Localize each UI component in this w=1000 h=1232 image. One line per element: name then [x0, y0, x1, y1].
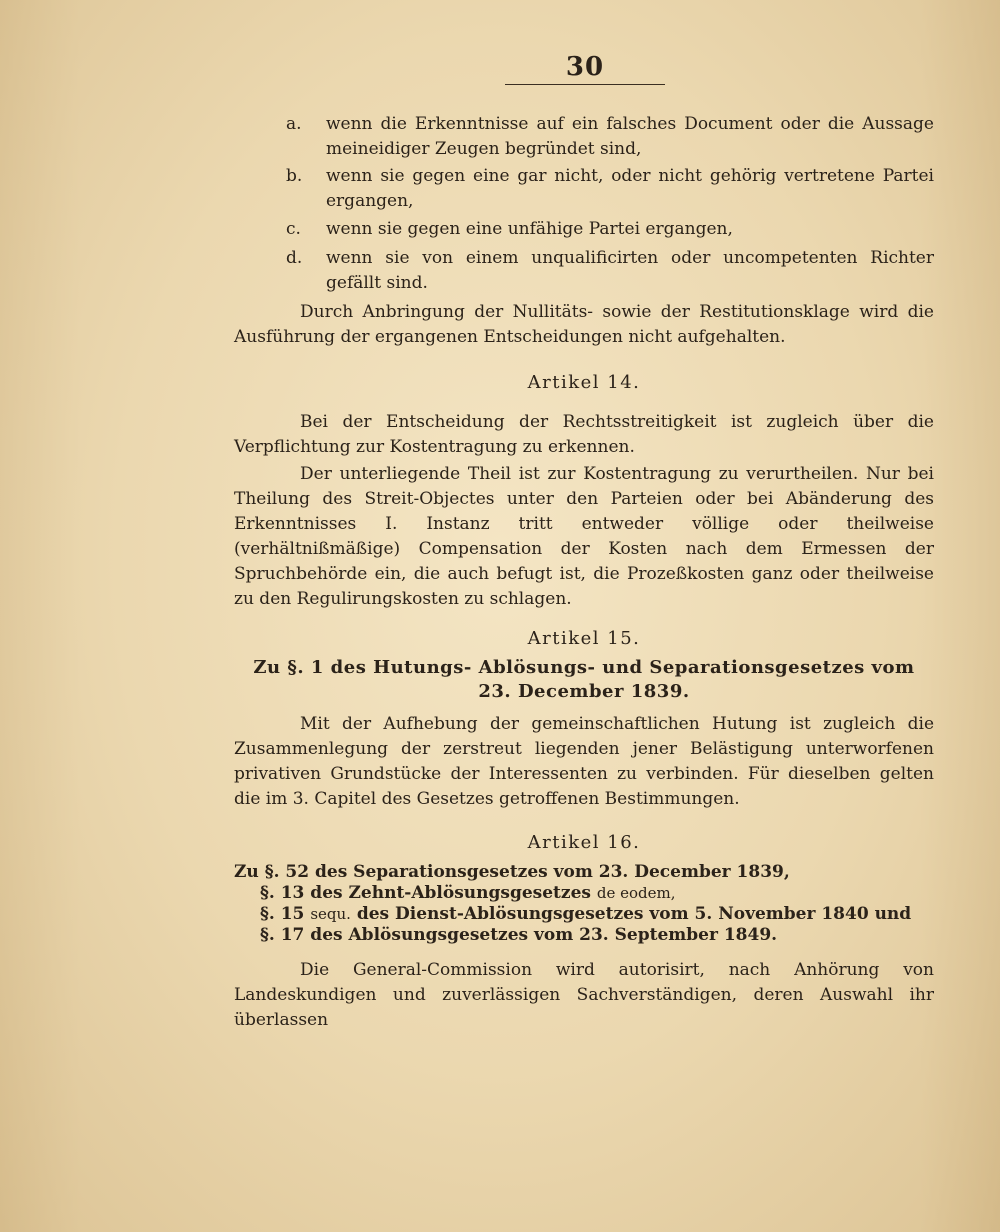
paragraph-text: Der unterliegende Theil ist zur Kostentragung zu verurtheilen. Nur bei Theilung des Streit-Objectes unter den Parteien oder bei Abänderung des Erkenntnisses I. Instanz tritt entweder völlige oder theilweise (verhältnißmäßige) Compensation der Kosten nach dem Ermessen der Spruchbehörde ein, die auch befugt ist, die Prozeßkosten ganz oder theilweise zu den Regulirungskosten zu schlagen.: [234, 464, 934, 609]
article-14-paragraph-2: [234, 462, 934, 612]
article-15-paragraph-1: [234, 712, 934, 812]
list-item-text: wenn sie gegen eine gar nicht, oder nicht gehörig vertretene Partei ergangen,: [326, 166, 934, 211]
reference-line: Zu §. 52 des Separationsgesetzes vom 23. December 1839,: [234, 862, 790, 882]
article-16-paragraph-1: [234, 958, 934, 1033]
reference-line-note: sequ.: [310, 905, 351, 923]
reference-line-note: de eodem,: [596, 884, 676, 902]
article-16-reference-list: [234, 862, 934, 946]
list-item: [234, 217, 934, 242]
list-item-label: b.: [286, 166, 303, 186]
reference-line-text: §. 15: [260, 904, 305, 924]
list-item-label: d.: [286, 248, 303, 268]
reference-line: [234, 904, 934, 925]
list-item: [234, 164, 934, 214]
article-15-heading: Artikel 15.: [527, 628, 641, 649]
paragraph-text: Die General-Commission wird autorisirt, nach Anhörung von Landeskundigen und zuverlässigen Sachverständigen, deren Auswahl ihr überlassen: [234, 960, 934, 1030]
article-14-paragraph-1: [234, 410, 934, 460]
list-item-label: c.: [286, 219, 301, 239]
article-16-heading: Artikel 16.: [527, 832, 641, 853]
list-item: [234, 112, 934, 162]
list-item-label: a.: [286, 114, 302, 134]
article-15-subheading: Zu §. 1 des Hutungs- Ablösungs- und Separationsgesetzes vom 23. December 1839.: [253, 657, 915, 702]
list-item-text: wenn sie gegen eine unfähige Partei ergangen,: [326, 219, 733, 239]
reference-line: §. 17 des Ablösungsgesetzes vom 23. September 1849.: [260, 925, 778, 945]
article-14-heading: Artikel 14.: [527, 372, 641, 393]
paragraph-text: Mit der Aufhebung der gemeinschaftlichen Hutung ist zugleich die Zusammenlegung der zerstreut liegenden jener Belästigung unterworfenen privativen Grundstücke der Interessenten zu verbinden. Für dieselben gelten die im 3. Capitel des Gesetzes getroffenen Bestimmungen.: [234, 714, 934, 809]
list-item-text: wenn sie von einem unqualificirten oder uncompetenten Richter gefällt sind.: [326, 248, 934, 293]
page-number: 30: [565, 52, 605, 82]
paragraph-text: Bei der Entscheidung der Rechtsstreitigkeit ist zugleich über die Verpflichtung zur Kostentragung zu erkennen.: [234, 412, 934, 457]
page-number-rule: [505, 84, 665, 85]
list-item-text: wenn die Erkenntnisse auf ein falsches Document oder die Aussage meineidiger Zeugen begründet sind,: [326, 114, 934, 159]
list-item: [234, 246, 934, 296]
reference-line: [234, 883, 934, 904]
paragraph-text: Durch Anbringung der Nullitäts- sowie der Restitutionsklage wird die Ausführung der ergangenen Entscheidungen nicht aufgehalten.: [234, 302, 934, 347]
reference-line-text: §. 13 des Zehnt-Ablösungsgesetzes: [260, 883, 591, 903]
reference-line-text: des Dienst-Ablösungsgesetzes vom 5. November 1840 und: [356, 904, 912, 924]
paragraph-nullitaet: [234, 300, 934, 350]
